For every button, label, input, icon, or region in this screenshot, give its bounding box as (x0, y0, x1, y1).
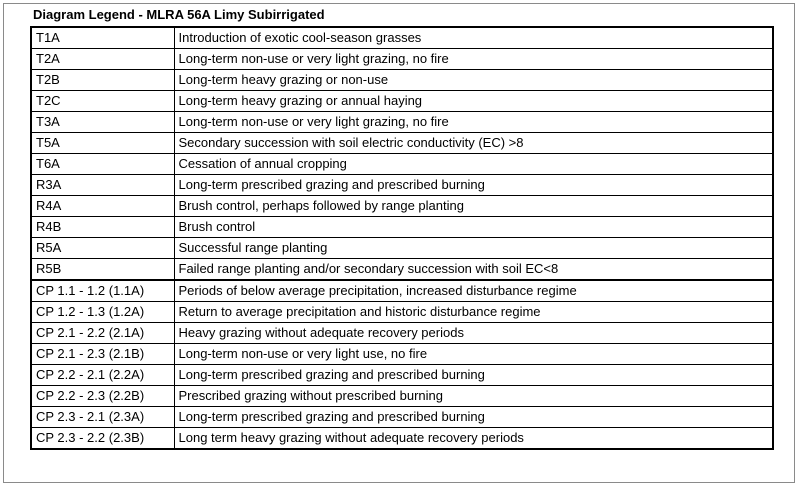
table-row (31, 344, 773, 365)
table-row (31, 27, 773, 49)
table-row (31, 91, 773, 112)
legend-description: Long-term non-use or very light grazing, no fire (174, 49, 773, 70)
legend-code: R3A (31, 175, 174, 196)
legend-code: CP 2.2 - 2.1 (2.2A) (31, 365, 174, 386)
legend-code: T2A (31, 49, 174, 70)
legend-code: CP 2.3 - 2.2 (2.3B) (31, 428, 174, 450)
table-row (31, 428, 773, 450)
legend-code: CP 2.1 - 2.3 (2.1B) (31, 344, 174, 365)
legend-code: T2C (31, 91, 174, 112)
legend-description: Cessation of annual cropping (174, 154, 773, 175)
legend-description: Failed range planting and/or secondary succession with soil EC<8 (174, 259, 773, 281)
legend-description: Long-term prescribed grazing and prescribed burning (174, 175, 773, 196)
legend-code: CP 2.2 - 2.3 (2.2B) (31, 386, 174, 407)
legend-code: T6A (31, 154, 174, 175)
legend-description: Periods of below average precipitation, increased disturbance regime (174, 280, 773, 302)
table-row (31, 154, 773, 175)
legend-description: Heavy grazing without adequate recovery periods (174, 323, 773, 344)
legend-description: Long-term heavy grazing or annual haying (174, 91, 773, 112)
legend-code: R5B (31, 259, 174, 281)
legend-description: Long-term prescribed grazing and prescribed burning (174, 365, 773, 386)
table-row (31, 217, 773, 238)
legend-code: CP 1.2 - 1.3 (1.2A) (31, 302, 174, 323)
legend-code: R4A (31, 196, 174, 217)
legend-description: Long-term non-use or very light grazing, no fire (174, 112, 773, 133)
legend-description: Brush control, perhaps followed by range planting (174, 196, 773, 217)
table-row (31, 70, 773, 91)
legend-description: Return to average precipitation and historic disturbance regime (174, 302, 773, 323)
legend-table (30, 26, 774, 450)
table-row (31, 386, 773, 407)
table-row (31, 133, 773, 154)
legend-code: T2B (31, 70, 174, 91)
table-row (31, 112, 773, 133)
table-row (31, 259, 773, 281)
legend-code: T5A (31, 133, 174, 154)
table-row (31, 238, 773, 259)
legend-description: Long-term prescribed grazing and prescribed burning (174, 407, 773, 428)
legend-code: R5A (31, 238, 174, 259)
table-row (31, 196, 773, 217)
table-row (31, 49, 773, 70)
legend-description: Introduction of exotic cool-season grasses (174, 27, 773, 49)
legend-code: CP 1.1 - 1.2 (1.1A) (31, 280, 174, 302)
table-row (31, 280, 773, 302)
table-row (31, 175, 773, 196)
legend-description: Brush control (174, 217, 773, 238)
legend-code: CP 2.3 - 2.1 (2.3A) (31, 407, 174, 428)
legend-description: Long-term non-use or very light use, no fire (174, 344, 773, 365)
table-row (31, 365, 773, 386)
legend-code: T1A (31, 27, 174, 49)
legend-code: R4B (31, 217, 174, 238)
legend-description: Long term heavy grazing without adequate recovery periods (174, 428, 773, 450)
legend-description: Successful range planting (174, 238, 773, 259)
legend-title: Diagram Legend - MLRA 56A Limy Subirrigated (33, 7, 325, 22)
legend-code: CP 2.1 - 2.2 (2.1A) (31, 323, 174, 344)
table-row (31, 407, 773, 428)
table-row (31, 323, 773, 344)
legend-description: Prescribed grazing without prescribed burning (174, 386, 773, 407)
legend-code: T3A (31, 112, 174, 133)
table-row (31, 302, 773, 323)
legend-description: Secondary succession with soil electric conductivity (EC) >8 (174, 133, 773, 154)
legend-description: Long-term heavy grazing or non-use (174, 70, 773, 91)
